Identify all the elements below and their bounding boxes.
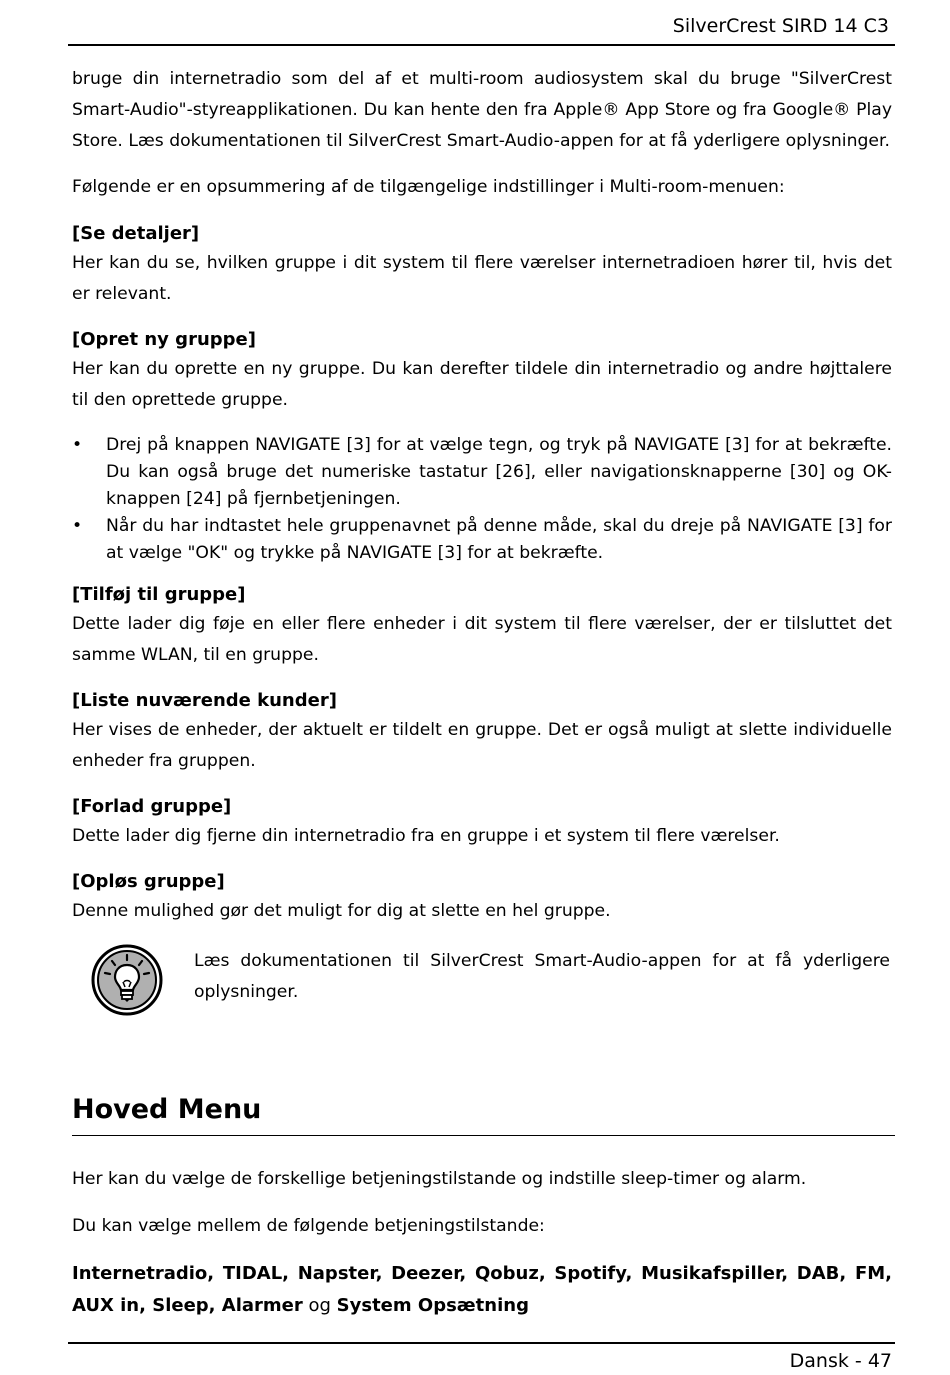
page-footer [790, 1347, 892, 1375]
main-menu-section [72, 1164, 892, 1338]
intro-paragraph: bruge din internetradio som del af et multi-room audiosystem skal du bruge "SilverCrest Smart-Audio"-styreapplikationen. Du kan hente den fra Apple® App Store og fra Google® Play Store. Læs dokumentationen til SilverCrest Smart-Audio-appen for at få yderligere oplysninger. [72, 69, 892, 151]
setting-title: [Opret ny gruppe] [72, 329, 256, 350]
modes-last: System Opsætning [336, 1295, 529, 1316]
header-title: SilverCrest SIRD 14 C3 [672, 15, 889, 37]
setting-description: Dette lader dig fjerne din internetradio fra en gruppe i et system til flere værelser. [72, 826, 780, 846]
list-item-text: Når du har indtastet hele gruppenavnet på denne måde, skal du dreje på NAVIGATE [3] for at vælge "OK" og trykke på NAVIGATE [3] for at bekræfte. [106, 516, 892, 563]
modes-list [72, 1258, 892, 1322]
modes-bold: Internetradio, TIDAL, Napster, Deezer, Qobuz, Spotify, Musikafspiller, DAB, FM, AUX in, Sleep, Alarmer [72, 1263, 892, 1316]
setting-description: Dette lader dig føje en eller flere enheder i dit system til flere værelser, der er tilsluttet det samme WLAN, til en gruppe. [72, 614, 892, 665]
setting-title: [Liste nuværende kunder] [72, 690, 337, 711]
setting-description: Her kan du se, hvilken gruppe i dit system til flere værelser internetradioen hører til, hvis det er relevant. [72, 253, 892, 304]
setting-title: [Forlad gruppe] [72, 796, 232, 817]
page-number: 47 [867, 1350, 892, 1372]
main-menu-paragraph: Du kan vælge mellem de følgende betjeningstilstande: [72, 1216, 545, 1236]
footer-separator: - [854, 1350, 862, 1372]
section-title: Hoved Menu [72, 1094, 262, 1125]
list-item [72, 432, 892, 513]
setting-description: Her kan du oprette en ny gruppe. Du kan derefter tildele din internetradio og andre højttalere til den oprettede gruppe. [72, 359, 892, 410]
modes-joiner: og [308, 1295, 331, 1316]
note-box [72, 943, 892, 1035]
footer-language: Dansk [789, 1350, 849, 1372]
header-rule [68, 44, 895, 46]
setting-title: [Se detaljer] [72, 223, 200, 244]
setting-title: [Opløs gruppe] [72, 871, 225, 892]
setting-description: Denne mulighed gør det muligt for dig at slette en hel gruppe. [72, 901, 611, 921]
setting-description: Her vises de enheder, der aktuelt er tildelt en gruppe. Det er også muligt at slette individuelle enheder fra gruppen. [72, 720, 892, 771]
lightbulb-icon [90, 943, 164, 1017]
instruction-list [72, 432, 892, 567]
section-rule [72, 1135, 895, 1136]
note-text: Læs dokumentationen til SilverCrest Smart-Audio-appen for at få yderligere oplysninger. [194, 951, 890, 1002]
summary-paragraph: Følgende er en opsummering af de tilgængelige indstillinger i Multi-room-menuen: [72, 177, 785, 197]
multiroom-section [72, 64, 892, 1035]
list-item [72, 513, 892, 567]
main-menu-paragraph: Her kan du vælge de forskellige betjeningstilstande og indstille sleep-timer og alarm. [72, 1169, 807, 1189]
list-item-text: Drej på knappen NAVIGATE [3] for at vælge tegn, og tryk på NAVIGATE [3] for at bekræfte. Du kan også bruge det numeriske tastatur [26], eller navigationsknapperne [30] og OK-knappen [24] på fjernbetjeningen. [106, 435, 892, 509]
page-header [70, 12, 889, 44]
setting-title: [Tilføj til gruppe] [72, 584, 246, 605]
bullet-icon: • [72, 435, 83, 455]
bullet-icon: • [72, 516, 83, 536]
footer-rule [68, 1342, 895, 1344]
